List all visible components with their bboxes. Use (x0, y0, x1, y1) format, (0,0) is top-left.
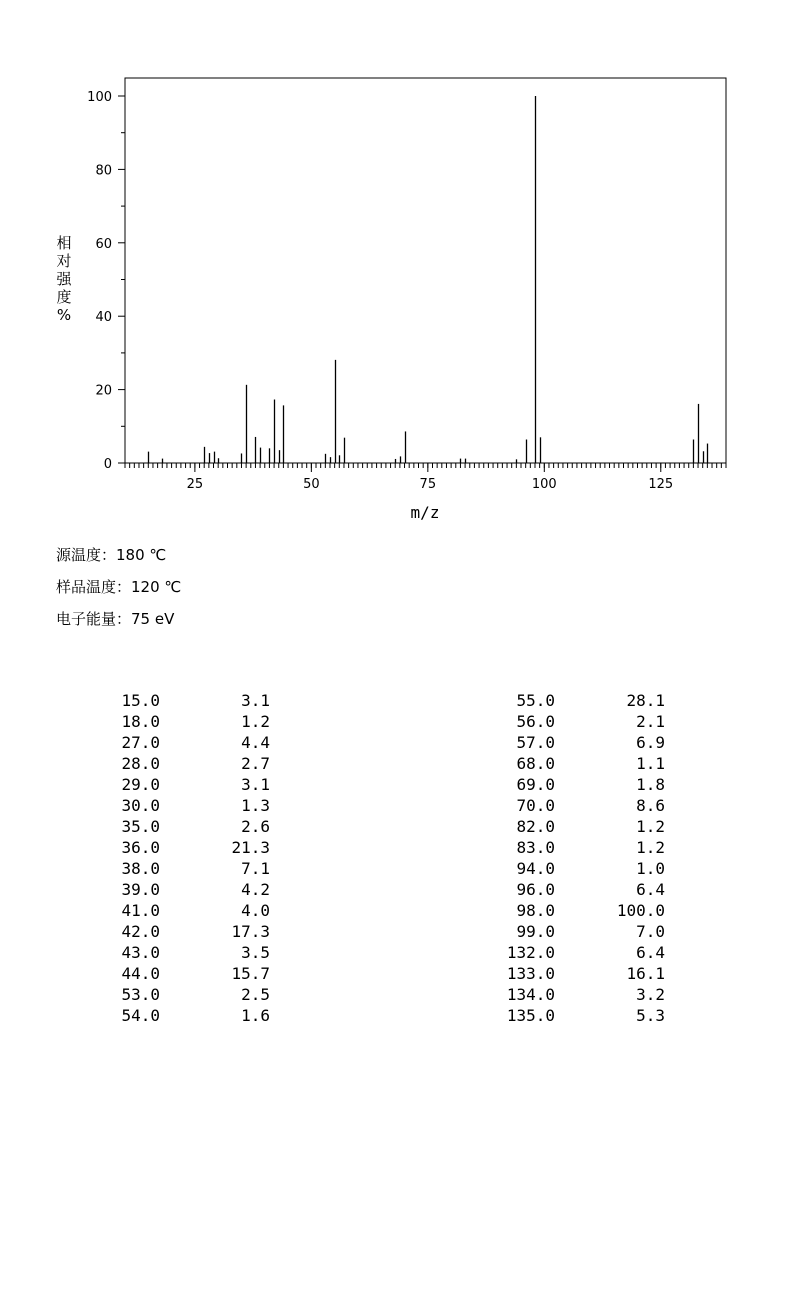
table-row (495, 942, 665, 963)
table-row (100, 1005, 270, 1026)
table-row (495, 795, 665, 816)
mass-spectrum-chart (0, 0, 794, 530)
sample-temperature: 样品温度：120 ℃ (56, 578, 182, 596)
y-tick-label: 20 (95, 383, 112, 399)
mz-value: 39.0 (121, 880, 160, 899)
mz-value: 132.0 (506, 943, 555, 962)
mz-value: 69.0 (516, 775, 555, 794)
table-row (100, 984, 270, 1005)
mz-value: 55.0 (516, 691, 555, 710)
intensity-value: 1.0 (636, 859, 665, 878)
mz-value: 41.0 (121, 901, 160, 920)
table-row (100, 753, 270, 774)
y-axis-label-char: 度 (56, 288, 72, 306)
table-row (495, 858, 665, 879)
mz-value: 133.0 (506, 964, 555, 983)
table-row (100, 921, 270, 942)
intensity-value: 2.6 (241, 817, 270, 836)
y-axis-label-char: 对 (56, 252, 72, 270)
y-tick-label: 80 (95, 163, 112, 179)
mz-value: 99.0 (516, 922, 555, 941)
mz-value: 135.0 (506, 1006, 555, 1025)
intensity-value: 100.0 (616, 901, 665, 920)
table-row (100, 963, 270, 984)
table-row (495, 921, 665, 942)
intensity-value: 3.5 (241, 943, 270, 962)
mz-value: 57.0 (516, 733, 555, 752)
table-row (495, 753, 665, 774)
y-axis-label-char: 强 (56, 270, 72, 288)
intensity-value: 1.8 (636, 775, 665, 794)
mz-value: 30.0 (121, 796, 160, 815)
y-axis-label-char: 相 (56, 234, 72, 252)
table-row (100, 858, 270, 879)
mz-value: 134.0 (506, 985, 555, 1004)
mz-value: 54.0 (121, 1006, 160, 1025)
table-row (495, 690, 665, 711)
table-row (495, 1005, 665, 1026)
intensity-value: 3.1 (241, 775, 270, 794)
mz-value: 83.0 (516, 838, 555, 857)
mz-value: 28.0 (121, 754, 160, 773)
table-row (495, 900, 665, 921)
x-tick-label: 75 (419, 477, 437, 492)
table-row (495, 711, 665, 732)
table-row (100, 711, 270, 732)
intensity-value: 3.2 (636, 985, 665, 1004)
table-row (100, 879, 270, 900)
intensity-value: 5.3 (636, 1006, 665, 1025)
intensity-value: 4.4 (241, 733, 270, 752)
table-row (495, 732, 665, 753)
peak-table-right (495, 690, 665, 1026)
y-tick-label: 60 (95, 236, 112, 252)
intensity-value: 1.1 (636, 754, 665, 773)
intensity-value: 17.3 (231, 922, 270, 941)
y-tick-label: 0 (103, 457, 112, 472)
mz-value: 96.0 (516, 880, 555, 899)
mz-value: 53.0 (121, 985, 160, 1004)
table-row (100, 900, 270, 921)
mz-value: 98.0 (516, 901, 555, 920)
intensity-value: 1.6 (241, 1006, 270, 1025)
mz-value: 43.0 (121, 943, 160, 962)
y-ticks (87, 90, 125, 472)
mz-value: 70.0 (516, 796, 555, 815)
table-row (495, 879, 665, 900)
mz-value: 38.0 (121, 859, 160, 878)
table-row (495, 774, 665, 795)
y-axis-label-char: % (56, 306, 72, 324)
x-tick-label: 100 (531, 477, 557, 492)
x-axis-label: m/z (410, 503, 440, 522)
intensity-value: 4.0 (241, 901, 270, 920)
y-axis-label (54, 234, 74, 324)
intensity-value: 2.5 (241, 985, 270, 1004)
mz-value: 29.0 (121, 775, 160, 794)
intensity-value: 16.1 (626, 964, 665, 983)
intensity-value: 1.2 (636, 838, 665, 857)
source-temperature: 源温度：180 ℃ (56, 546, 167, 564)
intensity-value: 6.4 (636, 943, 665, 962)
table-row (495, 963, 665, 984)
table-row (100, 816, 270, 837)
table-row (495, 837, 665, 858)
intensity-value: 4.2 (241, 880, 270, 899)
intensity-value: 7.1 (241, 859, 270, 878)
intensity-value: 8.6 (636, 796, 665, 815)
table-row (100, 732, 270, 753)
mz-value: 68.0 (516, 754, 555, 773)
intensity-value: 21.3 (231, 838, 270, 857)
intensity-value: 28.1 (626, 691, 665, 710)
peak-bars (149, 96, 708, 463)
table-row (495, 816, 665, 837)
mz-value: 35.0 (121, 817, 160, 836)
mz-value: 15.0 (121, 691, 160, 710)
electron-energy: 电子能量：75 eV (56, 610, 175, 628)
x-minor-ticks (125, 463, 726, 468)
table-row (495, 984, 665, 1005)
intensity-value: 15.7 (231, 964, 270, 983)
peak-table-left (100, 690, 270, 1026)
table-row (100, 774, 270, 795)
intensity-value: 7.0 (636, 922, 665, 941)
mz-value: 42.0 (121, 922, 160, 941)
mz-value: 44.0 (121, 964, 160, 983)
intensity-value: 1.2 (241, 712, 270, 731)
table-row (100, 795, 270, 816)
y-tick-label: 40 (95, 310, 112, 326)
intensity-value: 2.1 (636, 712, 665, 731)
table-row (100, 942, 270, 963)
intensity-value: 1.2 (636, 817, 665, 836)
intensity-value: 2.7 (241, 754, 270, 773)
table-row (100, 690, 270, 711)
table-row (100, 837, 270, 858)
mz-value: 94.0 (516, 859, 555, 878)
mz-value: 27.0 (121, 733, 160, 752)
intensity-value: 6.4 (636, 880, 665, 899)
mz-value: 82.0 (516, 817, 555, 836)
intensity-value: 3.1 (241, 691, 270, 710)
mz-value: 56.0 (516, 712, 555, 731)
mz-value: 36.0 (121, 838, 160, 857)
x-tick-label: 50 (303, 477, 320, 492)
x-tick-label: 125 (648, 477, 674, 492)
plot-frame (125, 78, 726, 463)
mz-value: 18.0 (121, 712, 160, 731)
x-tick-label: 25 (186, 477, 204, 492)
y-tick-label: 100 (87, 90, 112, 105)
intensity-value: 1.3 (241, 796, 270, 815)
intensity-value: 6.9 (636, 733, 665, 752)
